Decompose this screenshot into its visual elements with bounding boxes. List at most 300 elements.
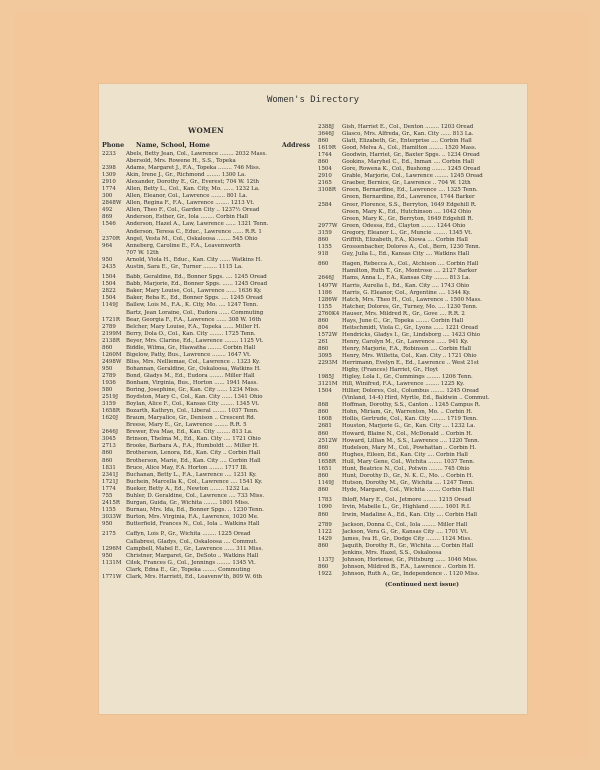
directory-entry: [102, 366, 310, 373]
entry-phone: 2138R: [102, 337, 120, 344]
entry-phone: 1309: [102, 172, 116, 179]
entry-phone: 3159: [102, 401, 116, 408]
entry-text: Hams, Anna L., F.A., Kansas City ........ 813 La.: [342, 275, 471, 282]
entry-phone: 964: [102, 242, 113, 249]
entry-text: Hill, Winifred, F.A., Lawrence ........ 1225 Ky.: [342, 381, 465, 388]
entry-phone: 3108R: [318, 187, 336, 194]
entry-phone: 2415R: [102, 499, 120, 506]
entry-phone: [102, 229, 126, 236]
entry-phone: 950: [102, 256, 113, 263]
directory-entry: [102, 193, 310, 200]
entry-text: 707 W. 12th: [126, 249, 159, 256]
entry-text: Howard, Lillian M., S.S., Lawrence .... 1220 Tenn.: [342, 437, 480, 444]
entry-phone: 755: [102, 492, 113, 499]
entry-text: Baker, Reba E., Ed., Bonner Spgs. .... 1245 Oread: [126, 295, 263, 302]
entry-text: Ballew, Lois M., F.A., K. City, Mo. .... 1247 Tenn.: [126, 302, 259, 309]
directory-entry: [318, 332, 526, 339]
entry-text: Glatt, Elizabeth, Gr., Enterprise .... Corbin Hall: [342, 138, 472, 145]
entry-phone: 1651: [318, 465, 332, 472]
directory-entry: [102, 221, 310, 228]
entry-text: Higby, (Frances) Harriet, Gr., Hoyt: [342, 367, 438, 374]
directory-entry: [318, 138, 526, 145]
directory-entry: [102, 200, 310, 207]
entry-phone: 860: [318, 345, 329, 352]
entry-phone: 860: [318, 236, 329, 243]
directory-entry: [102, 408, 310, 415]
directory-entry: [102, 472, 310, 479]
entry-phone: 261: [318, 338, 329, 345]
entry-text: Jackson, Donna C., Col., Iola ........ Miller Hall: [342, 522, 468, 529]
entry-phone: 1744: [318, 152, 332, 159]
directory-entry: [318, 194, 526, 201]
directory-entry: [318, 268, 526, 275]
entry-phone: [318, 367, 342, 374]
entry-text: Buchein, Marcella K., Col., Lawrence .... 1541 Ky.: [126, 478, 263, 485]
directory-entry: [318, 381, 526, 388]
directory-entry: [102, 531, 310, 538]
entry-phone: 2848W: [102, 200, 122, 207]
directory-entry: [102, 553, 310, 560]
directory-entry: [318, 346, 526, 353]
entry-text: Brinson, Thelma M., Ed., Kan. City .... 1721 Ohio: [126, 436, 261, 443]
entry-phone: 860: [318, 444, 329, 451]
entry-phone: 492: [102, 207, 113, 214]
directory-entry: [318, 216, 526, 223]
entry-phone: 860: [318, 430, 329, 437]
directory-entry: [102, 443, 310, 450]
directory-entry: [318, 571, 526, 578]
entry-text: Higley, Lola I., Gr., Cummings ........ 1206 Tenn.: [342, 374, 473, 381]
entry-text: Bueker, Betty A., Ed., Newton ........ 1232 La.: [126, 485, 250, 492]
entry-phone: 2388J: [318, 124, 335, 130]
section-heading: WOMEN: [188, 126, 224, 135]
entry-text: Ihloff, Mary E., Col., Jetmore ........ 1215 Oread: [342, 497, 472, 504]
entry-phone: 869: [102, 214, 113, 221]
directory-entry: [102, 401, 310, 408]
entry-phone: 300: [102, 193, 113, 200]
entry-text: Hays, June C., Gr., Topeka ........ Corbin Hall: [342, 317, 464, 324]
entry-phone: 950: [102, 520, 113, 527]
entry-text: Cilek, Frances G., Col., Jennings ........ 1345 Vt.: [126, 559, 256, 566]
entry-text: Hatcher, Dolores, Gr., Turney, Mo. .... 1230 Tenn.: [342, 303, 478, 310]
entry-text: Allen, Eleanor, Col., Lawrence ........ 801 La.: [126, 193, 248, 200]
entry-phone: 860: [318, 511, 329, 518]
directory-entry: [318, 536, 526, 543]
entry-text: Butterfield, Frances N., Col., Iola .. Watkins Hall: [126, 520, 260, 527]
entry-text: Harris, Aurelia I., Ed., Kan. City .... 1743 Ohio: [342, 282, 470, 289]
entry-phone: 860: [318, 564, 329, 571]
entry-phone: [102, 310, 126, 317]
directory-entry: [318, 550, 526, 557]
entry-phone: 2341J: [102, 471, 119, 478]
directory-entry: [102, 373, 310, 380]
entry-phone: 860: [318, 159, 329, 166]
directory-entry: [318, 504, 526, 511]
entry-phone: 1771W: [102, 573, 122, 580]
entry-text: Johnson, Mildred B., F.A., Lawrence .. Corbin H.: [342, 564, 475, 571]
entry-text: Henry, Carolyn M., Gr., Lawrence ...... 941 Ky.: [342, 338, 469, 345]
entry-phone: 1608: [318, 416, 332, 423]
entry-phone: 1721J: [102, 478, 119, 485]
directory-entry: [318, 543, 526, 550]
entry-phone: 860: [318, 409, 329, 416]
entry-phone: 2370R: [102, 235, 120, 242]
entry-phone: 2760K4: [318, 310, 340, 317]
directory-entry: [318, 395, 526, 402]
entry-phone: 2519J: [102, 394, 119, 401]
directory-entry: [318, 529, 526, 536]
entry-phone: 2293M: [318, 360, 338, 367]
directory-entry: [318, 159, 526, 166]
entry-text: Jackson, Vera G., Gr., Kansas City .... 1701 Vt.: [342, 529, 469, 536]
entry-phone: 950: [102, 365, 113, 372]
entry-text: Green, Odessa, Ed., Clayton ........ 1244 Ohio: [342, 222, 466, 229]
entry-text: Green, Bernardine, Ed., Lawrence, 1744 Barker: [342, 194, 475, 201]
entry-text: Griffith, Elizabeth, F.A., Kiowa .... Corbin Hall: [342, 236, 468, 243]
entry-phone: 860: [318, 543, 329, 550]
directory-entry: [102, 165, 310, 172]
entry-phone: 2789: [318, 522, 332, 529]
directory-entry: [318, 402, 526, 409]
entry-text: Bond, Gladys M., Ed., Eudora ........ Miller Hall: [126, 372, 255, 379]
directory-entry: [102, 317, 310, 324]
entry-text: Herrimann, Evelyn E., Ed., Lawrence .. West 21st: [342, 360, 479, 367]
entry-phone: 1296M: [102, 545, 122, 552]
entry-text: Adams, Margaret J., F.A., Topeka ........ 746 Miss.: [126, 165, 261, 172]
entry-text: Bigelow, Patty, Bus., Lawrence ........ 1647 Vt.: [126, 351, 251, 358]
entry-text: Bohannan, Geraldine, Gr., Oskaloosa, Watkins H.: [126, 365, 261, 372]
entry-text: Henry, Marjorie, F.A., Robinson .... Corbin Hall: [342, 345, 471, 352]
left-column: [102, 124, 310, 714]
entry-text: Bliss, Mrs. Nelliemae, Col., Lawrence .. 1323 Ky.: [126, 358, 261, 365]
entry-text: Anderson, Teresa C., Educ., Lawrence ...... R.R. 1: [126, 228, 262, 235]
directory-entry: [102, 560, 310, 567]
directory-entry: [102, 574, 310, 581]
entry-text: Allen, Regina F., F.A., Lawrence ........ 1213 Vt.: [126, 200, 255, 207]
entry-text: Babb, Geraldine, Ed., Bonner Spgs. .... 1245 Oread: [126, 274, 267, 281]
entry-text: Anderson, Hazel A., Law, Lawrence ...... 1321 Tenn.: [126, 221, 269, 228]
entry-text: Johnson, Hortense, Gr., Pittsburg ...... 1046 Miss.: [342, 557, 478, 564]
entry-text: Caffyn, Lois P., Gr., Wichita ........ 1225 Oread: [126, 531, 251, 538]
directory-entry: [318, 283, 526, 290]
directory-entry: [318, 173, 526, 180]
directory-entry: [102, 158, 310, 165]
entry-phone: [318, 194, 342, 201]
directory-entry: [318, 367, 526, 374]
directory-entry: [102, 229, 310, 236]
entry-phone: 860: [318, 451, 329, 458]
entry-text: Heitschmidt, Viola C., Gr., Lyons ...... 1221 Oread: [342, 324, 479, 331]
entry-phone: 1504: [318, 166, 332, 173]
entry-text: Abels, Betty Jean, Col., Lawrence ........ 2032 Mass.: [126, 151, 268, 157]
directory-entry: [102, 394, 310, 401]
entry-phone: [102, 422, 126, 429]
directory-entry: [102, 493, 310, 500]
entry-phone: 1186: [318, 289, 332, 296]
entry-text: Hauser, Mrs. Mildred R., Gr., Gove .... R.R. 2: [342, 310, 465, 317]
entry-text: Gregory, Eleanor L., Gr., Muncie ........ 1345 Vt.: [342, 229, 473, 236]
entry-text: Boydston, Mary C., Col., Kan. City ...... 1341 Ohio: [126, 394, 263, 401]
entry-phone: [318, 209, 342, 216]
entry-text: Hollis, Gertrude, Col., Kan. City ........ 1719 Tenn.: [342, 416, 478, 423]
entry-text: Irwin, Madaline A., Ed., Kan. City .... Corbin Hall: [342, 511, 478, 518]
directory-entry: [102, 514, 310, 521]
directory-entry: [318, 166, 526, 173]
entry-phone: 2498W: [102, 358, 122, 365]
entry-phone: 1155: [318, 243, 332, 250]
entry-phone: 1155: [318, 303, 332, 310]
directory-entry: [102, 257, 310, 264]
entry-phone: [102, 250, 126, 257]
entry-text: Braum, Maryalice, Gr., Denison .. Crescent Rd.: [126, 415, 256, 422]
entry-text: Boylan, Alice F., Col., Kansas City ........ 1345 Vt.: [126, 401, 260, 408]
directory-entry: [318, 261, 526, 268]
entry-phone: 1774: [102, 485, 116, 492]
entry-phone: 2512W: [318, 437, 338, 444]
entry-phone: [318, 268, 342, 275]
entry-phone: 860: [318, 472, 329, 479]
entry-text: Buchanan, Betty L., F.A., Lawrence .... 1231 Ky.: [126, 471, 257, 478]
entry-phone: 3121M: [318, 381, 338, 388]
entry-text: Austin, Sara E., Gr., Turner ........ 1115 La.: [126, 263, 243, 270]
entry-text: Johnson, Ruth A., Gr., Independence .. 1120 Miss.: [342, 571, 480, 578]
directory-entry: [318, 152, 526, 159]
entry-text: Burnau, Mrs. Ida, Ed., Bonner Spgs. .. 1230 Tenn.: [126, 506, 264, 513]
directory-entry: [318, 473, 526, 480]
phone-header: Phone: [102, 142, 125, 149]
page-title: Women's Directory: [266, 95, 360, 105]
directory-entry: [102, 380, 310, 387]
entry-text: Hendricks, Gladys I., Gr., Lindsborg .... 1423 Ohio: [342, 331, 480, 338]
directory-entry: [318, 459, 526, 466]
directory-entry: [102, 359, 310, 366]
directory-entry: [318, 360, 526, 367]
entry-text: Buhler, D. Geraldine, Col., Lawrence .... 733 Miss.: [126, 492, 265, 499]
directory-entry: [318, 202, 526, 209]
directory-entry: [318, 416, 526, 423]
entry-text: Burton, Mrs. Virginia, F.A., Lawrence, 1020 Me.: [126, 513, 259, 520]
entry-text: Akin, Irene J., Gr., Richmond ........ 1300 La.: [126, 172, 247, 179]
entry-text: Clark, Edna E., Gr., Topeka ........ Commuting: [126, 566, 251, 573]
entry-text: James, Iva H., Gr., Dodge City ........ 1124 Miss.: [342, 536, 472, 543]
directory-entry: [102, 422, 310, 429]
directory-sheet: [99, 84, 527, 714]
entry-text: Graeber, Bernice, Gr., Lawrence .. 704 W. 12th: [342, 180, 471, 187]
entry-phone: 1985J: [318, 374, 335, 381]
directory-entry: [318, 187, 526, 194]
entry-text: Beyer, Mrs. Clarine, Ed., Lawrence ........ 1125 Vt.: [126, 337, 264, 344]
entry-phone: 2789: [102, 323, 116, 330]
entry-phone: 3646J: [318, 131, 335, 138]
entry-phone: 2398: [102, 165, 116, 172]
entry-phone: 2681: [318, 423, 332, 430]
entry-text: Brotherson, Marie, Ed., Kan. City .... Corbin Hall: [126, 457, 261, 464]
entry-phone: 1572W: [318, 331, 338, 338]
directory-entry: [102, 450, 310, 457]
directory-entry: [102, 500, 310, 507]
entry-text: Bear, Georgia F., F.A., Lawrence ...... 308 W. 16th: [126, 316, 262, 323]
entry-phone: 918: [318, 250, 329, 257]
directory-entry: [318, 209, 526, 216]
directory-entry: [318, 304, 526, 311]
entry-phone: 1774: [102, 186, 116, 193]
entry-text: Greer, Florence, S.S., Berryton, 1649 Edgehill R.: [342, 201, 477, 208]
entry-text: Howard, Blaine N., Col., McDonald .. Corbin H.: [342, 430, 473, 437]
entry-text: Belcher, Mary Louise, F.A., Topeka ...... Miller H.: [126, 323, 261, 330]
directory-entry: [102, 310, 310, 317]
directory-entry: [318, 297, 526, 304]
entry-phone: 3095: [318, 353, 332, 359]
directory-entry: [318, 557, 526, 564]
entry-phone: 860: [102, 457, 113, 464]
entry-text: Gore, Rowena K., Col., Bushong ........ 1245 Oread: [342, 166, 481, 173]
entry-text: Hohn, Miriam, Gr., Warrenton, Mo. .. Corbin H.: [342, 409, 473, 416]
entry-phone: 1504: [102, 281, 116, 288]
directory-entry: [102, 186, 310, 193]
column-header: [102, 136, 310, 149]
directory-entry: [102, 436, 310, 443]
entry-text: Brewer, Eva Mae, Ed., Kan. City ........ 813 La.: [126, 429, 253, 436]
directory-entry: [318, 223, 526, 230]
entry-text: Henry, Mrs. Willetta, Col., Kan. City .. 1721 Ohio: [342, 353, 477, 359]
entry-phone: [318, 216, 342, 223]
directory-entry: [102, 236, 310, 243]
entry-text: Callabresi, Gladys, Col., Oskaloosa .... Commut.: [126, 538, 258, 545]
entry-text: Baker, Mary Louise, Col., Lawrence ...... 1636 Ky.: [126, 288, 262, 295]
directory-entry: [318, 445, 526, 452]
left-entry-list: [102, 151, 310, 581]
directory-entry: [102, 465, 310, 472]
entry-text: Jaquith, Dorothy R., Gr., Wichita .... Corbin Hall: [342, 543, 474, 550]
directory-entry: [102, 331, 310, 338]
entry-phone: 3045: [102, 436, 116, 443]
directory-entry: [318, 438, 526, 445]
directory-entry: [102, 243, 310, 250]
entry-phone: 950: [102, 552, 113, 559]
entry-phone: 1619R: [318, 145, 336, 152]
directory-entry: [102, 288, 310, 295]
entry-text: Bonham, Virginia, Bus., Horton ...... 1941 Mass.: [126, 380, 259, 386]
entry-phone: [102, 158, 126, 165]
directory-entry: [318, 318, 526, 325]
directory-entry: [102, 429, 310, 436]
entry-phone: 1090: [318, 504, 332, 511]
entry-text: Hagen, Rebecca A., Col., Atchison .... Corbin Hall: [342, 261, 479, 268]
entry-text: Allen, Theo F., Col., Garden City .. 1237½ Oread: [126, 207, 260, 214]
directory-entry: [102, 387, 310, 394]
entry-text: Angel, Vesta M., Col., Oskaloosa ........ 545 Ohio: [126, 235, 258, 242]
entry-phone: 2789: [102, 372, 116, 379]
entry-text: Hunt, Dorothy D., Gr., N. K. C., Mo. .. Corbin H.: [342, 472, 474, 479]
entry-phone: 868: [318, 402, 329, 409]
directory-entry: [102, 546, 310, 553]
entry-text: Berry, Dola O., Col., Kan. City ........ 1725 Tenn.: [126, 330, 256, 337]
directory-entry: [102, 264, 310, 271]
entry-text: Gookins, Maryhel C., Ed., Inman .... Corbin Hall: [342, 159, 474, 166]
entry-phone: 1721R: [102, 316, 120, 323]
directory-entry: [318, 145, 526, 152]
directory-entry: [318, 131, 526, 138]
directory-entry: [318, 180, 526, 187]
entry-text: Christner, Margaret, Gr., DeSoto .. Watkins Hall: [126, 552, 259, 559]
directory-entry: [318, 230, 526, 237]
entry-phone: 1149J: [318, 479, 335, 486]
entry-text: Hatch, Mrs. Theo H., Col., Lawrence .. 1500 Mass.: [342, 296, 482, 303]
directory-entry: [102, 207, 310, 214]
directory-entry: [318, 409, 526, 416]
entry-phone: 1504: [318, 388, 332, 395]
directory-entry: [318, 311, 526, 318]
entry-phone: 1155: [102, 506, 116, 513]
directory-entry: [102, 172, 310, 179]
entry-phone: 1286W: [318, 296, 338, 303]
entry-phone: 2584: [318, 201, 332, 208]
entry-text: Gish, Harriet E., Col., Denton ........ 1203 Oread: [342, 124, 474, 130]
entry-phone: 3033W: [102, 513, 122, 520]
entry-phone: 2910: [318, 173, 332, 180]
directory-entry: [102, 479, 310, 486]
entry-phone: [318, 550, 342, 557]
entry-phone: 1497W: [318, 282, 338, 289]
entry-text: Goodwin, Harriet, Gr., Baxter Spgs. .. 1234 Oread: [342, 152, 480, 159]
entry-text: Clark, Mrs. Harriett, Ed., Leavenw'th, 809 W. 6th: [126, 573, 263, 580]
directory-entry: [318, 564, 526, 571]
entry-phone: 860: [318, 138, 329, 145]
directory-entry: [318, 290, 526, 297]
entry-phone: 3159: [318, 229, 332, 236]
entry-phone: 1122: [318, 529, 332, 536]
entry-phone: 2646J: [318, 275, 335, 282]
directory-entry: [318, 512, 526, 519]
directory-entry: [102, 324, 310, 331]
directory-entry: [318, 325, 526, 332]
entry-text: Bozarth, Kathryn, Col., Liberal ........ 1037 Tenn.: [126, 408, 259, 415]
entry-text: Babb, Marjorie, Ed., Bonner Spgs. ...... 1245 Oread: [126, 281, 268, 288]
entry-text: Hudelson, Mary M., Col., Powhattan .. Corbin H.: [342, 444, 477, 451]
entry-phone: 1504: [102, 274, 116, 281]
directory-entry: [318, 374, 526, 381]
entry-text: Glasco, Mrs. Alfreda, Gr., Kan. City ...... 813 La.: [342, 131, 474, 138]
entry-text: Breese, Mary E., Gr., Lawrence ........ R.R. 5: [126, 422, 247, 429]
directory-entry: [318, 339, 526, 346]
entry-phone: [318, 395, 342, 402]
directory-entry: [102, 151, 310, 158]
entry-text: Green, Mary K., Gr., Berryton, 1649 Edgehill R.: [342, 215, 474, 222]
right-entry-list: [318, 124, 526, 578]
entry-text: Hughes, Eileen, Ed., Kan. City .... Corbin Hall: [342, 451, 468, 458]
directory-entry: [102, 458, 310, 465]
entry-phone: 1620J: [102, 415, 119, 422]
continued-note: (Continued next issue): [385, 582, 459, 589]
entry-text: Anneberg, Caroline E., F.A., Leavenworth: [126, 242, 241, 249]
entry-phone: 860: [102, 450, 113, 457]
directory-entry: [318, 237, 526, 244]
directory-entry: [102, 281, 310, 288]
directory-entry: [102, 345, 310, 352]
entry-text: Hoffman, Dorothy, S.S., Canton .. 1245 Campus R.: [342, 402, 481, 409]
directory-entry: [102, 567, 310, 574]
entry-text: Campbell, Mabel E., Gr., Lawrence ...... 311 Miss.: [126, 545, 263, 552]
entry-text: Arnold, Viola H., Educ., Kan. City ...... Watkins H.: [126, 256, 262, 263]
entry-text: Green, Bernardine, Ed., Lawrence .... 1325 Tenn.: [342, 187, 478, 194]
entry-phone: 2199M: [102, 330, 122, 337]
entry-text: Anderson, Esther, Gr., Iola ........ Corbin Hall: [126, 214, 249, 221]
entry-phone: 2713: [102, 443, 116, 450]
entry-text: Allen, Betty L., Col., Kan. City, Mo. ...... 1232 La.: [126, 186, 260, 193]
directory-entry: [102, 250, 310, 257]
entry-phone: 860: [318, 261, 329, 268]
entry-phone: [102, 567, 126, 574]
